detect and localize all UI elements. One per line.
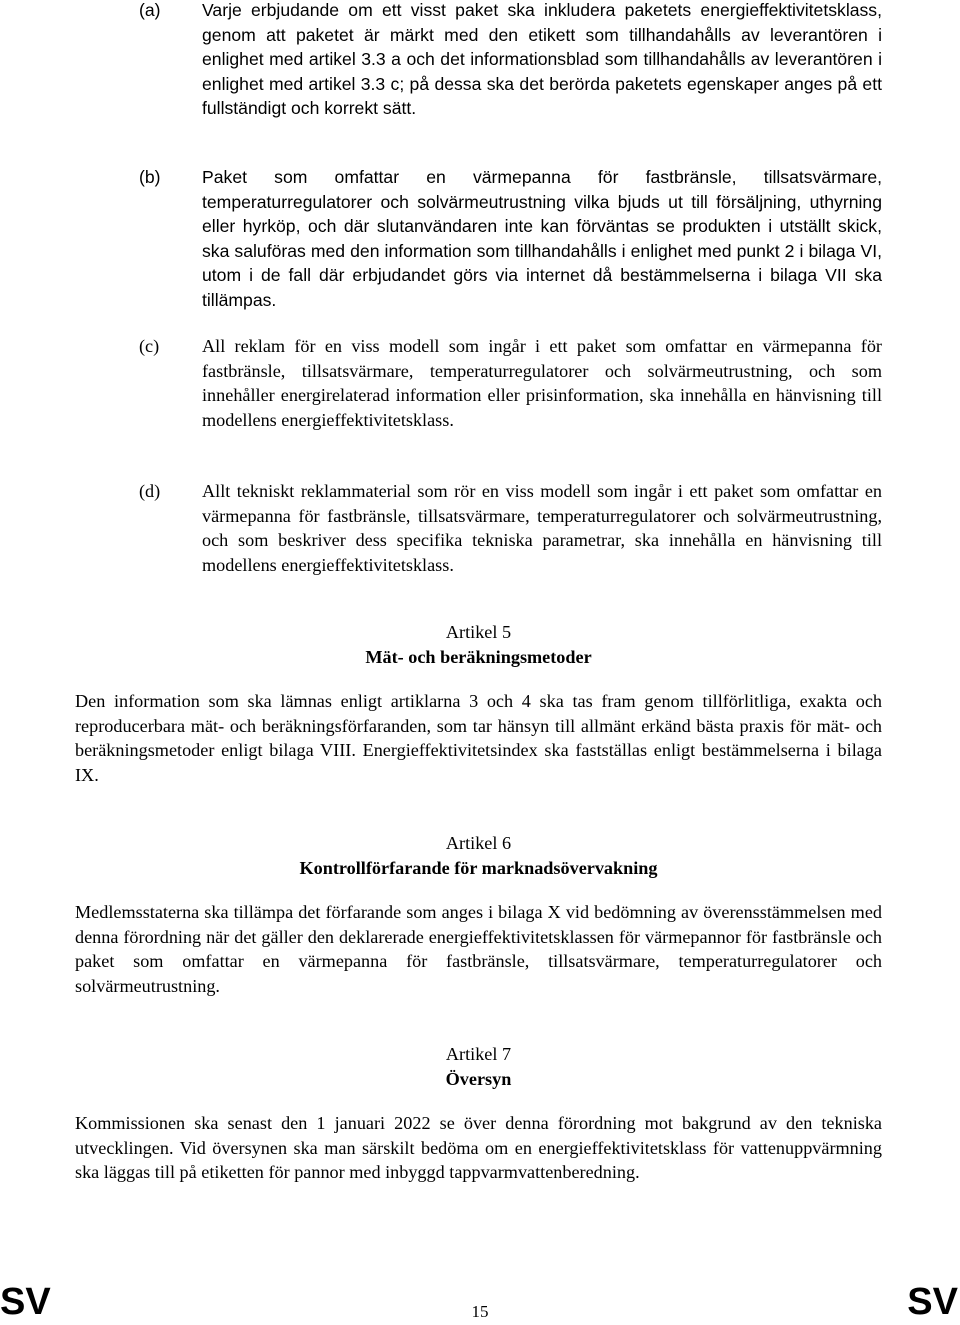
list-item-text: Paket som omfattar en värmepanna för fastbränsle, tillsatsvärmare, temperaturregulatorer och solvärmeutrustning vilka bjuds ut till försäljning, uthyrning eller hyrköp, och där slutanvändaren inte kan förväntas se produkten i utställt skick, ska saluföras med den information som tillhandahålls i enlighet med punkt 2 i bilaga VI, utom i de fall där erbjudandet görs via internet då bestämmelserna i bilaga VII ska tillämpas.: [202, 167, 882, 310]
article-7-body: Kommissionen ska senast den 1 januari 2022 se över denna förordning mot bakgrund av den tekniska utvecklingen. Vid översynen ska man särskilt bedöma om en energieffektivitetsklass för vattenuppvärmning ska läggas till på etiketten för pannor med inbyggd tappvarmvattenberedning.: [75, 1113, 882, 1182]
article-5-body: Den information som ska lämnas enligt artiklarna 3 och 4 ska tas fram genom tillförlitliga, exakta och reproducerbara mät- och beräkningsförfaranden, som tar hänsyn till allmänt erkänd bästa praxis för mät- och beräkningsmetoder enligt bilaga VIII. Energieffektivitetsindex ska fastställas enligt bestämmelserna i bilaga IX.: [75, 691, 882, 785]
list-item-label: (d): [139, 481, 161, 501]
list-item-text: All reklam för en viss modell som ingår i ett paket som omfattar en värmepanna för fastbränsle, tillsatsvärmare, temperaturregulatorer och solvärmeutrustning, och som innehåller energirelaterad information eller prisinformation, ska innehålla en hänvisning till modellens energieffektivitetsklass.: [202, 336, 882, 430]
list-item-label: (a): [139, 0, 161, 20]
article-7-heading: Artikel 7: [445, 1044, 512, 1064]
list-item-label: (b): [139, 167, 161, 187]
list-item-label: (c): [139, 336, 160, 356]
article-6-title: Kontrollförfarande för marknadsövervakning: [299, 858, 658, 878]
article-7-title: Översyn: [445, 1069, 512, 1089]
article-5-heading: Artikel 5: [445, 622, 512, 642]
article-6-body: Medlemsstaterna ska tillämpa det förfarande som anges i bilaga X vid bedömning av överensstämmelsen med denna förordning när det gäller den deklarerade energieffektivitetsklassen för värmepannor för fastbränsle och paket som omfattar en värmepanna för fastbränsle, tillsatsvärmare, temperaturregulatorer och solvärmeutrustning.: [75, 902, 882, 996]
list-item-text: Varje erbjudande om ett visst paket ska inkludera paketets energieffektivitetsklass, genom att paketet är märkt med den etikett som tillhandahålls av leverantören i enlighet med artikel 3.3 a och det informationsblad som tillhandahålls av leverantören i enlighet med artikel 3.3 c; på dessa ska det berörda paketets egenskaper anges på ett fullständigt och korrekt sätt.: [202, 0, 882, 118]
list-item-text: Allt tekniskt reklammaterial som rör en viss modell som ingår i ett paket som omfattar en värmepanna för fastbränsle, tillsatsvärmare, temperaturregulatorer och solvärmeutrustning, och som beskriver dess specifika tekniska parametrar, ska innehålla en hänvisning till modellens energieffektivitetsklass.: [202, 481, 882, 575]
footer-page-number: 15: [471, 1302, 489, 1321]
footer-language-left: SV: [0, 1281, 51, 1323]
article-6-heading: Artikel 6: [445, 833, 512, 853]
footer-language-right: SV: [907, 1281, 958, 1323]
article-5-title: Mät- och beräkningsmetoder: [365, 647, 592, 667]
